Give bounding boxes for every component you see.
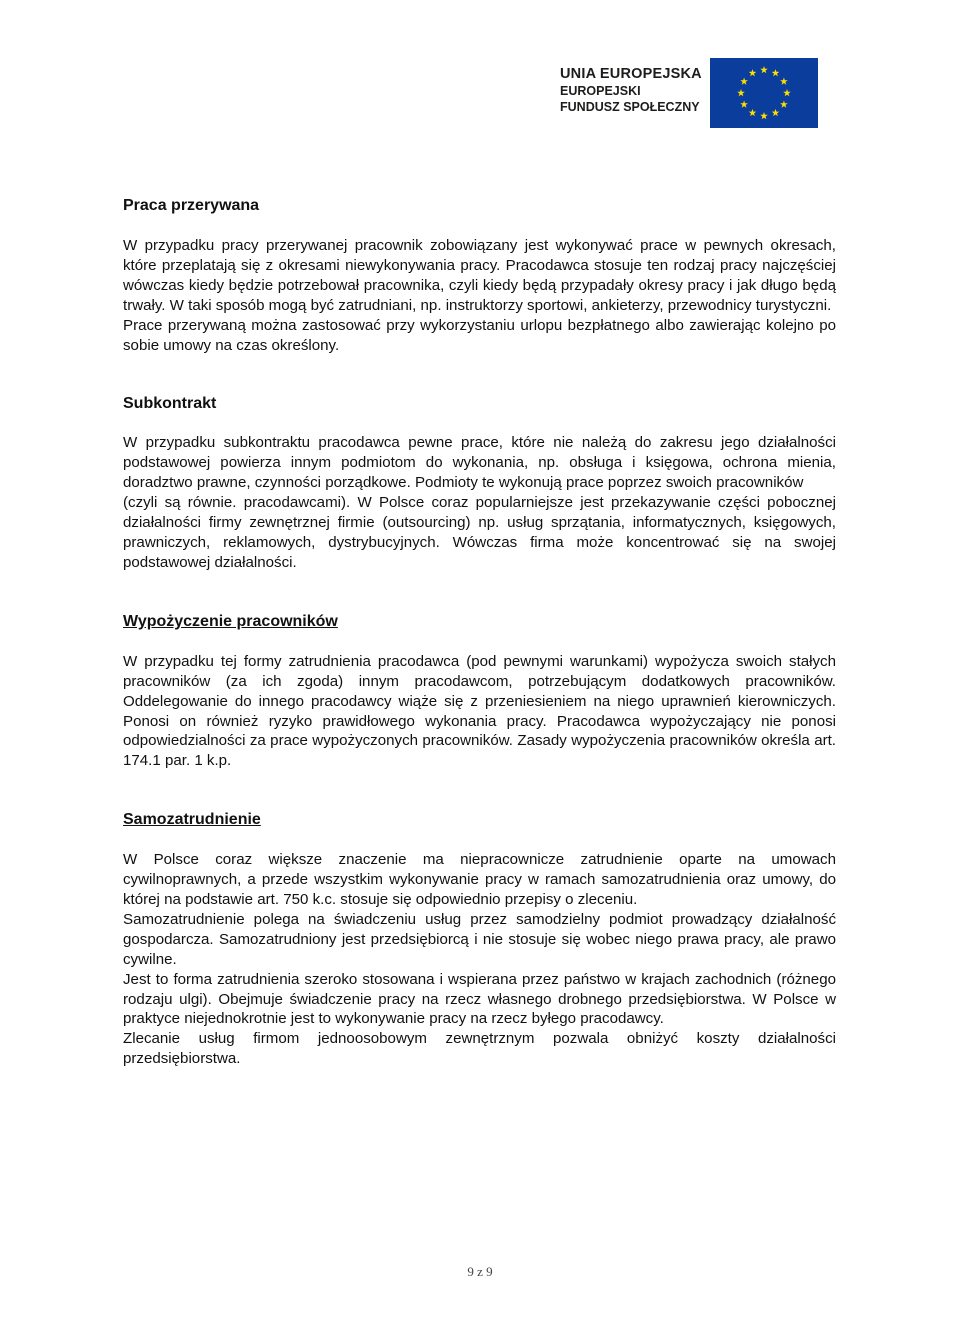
section-praca-przerywana [123,196,836,355]
section-samozatrudnienie [123,810,836,1069]
logo-line-union: UNIA EUROPEJSKA [560,66,702,82]
section-title: Praca przerywana [123,197,260,214]
paragraph: Prace przerywaną można zastosować przy wykorzystaniu urlopu bezpłatnego albo zawierając kolejno po sobie umowy na czas określony. [123,316,836,354]
eu-logo [560,58,818,130]
paragraph: W przypadku subkontraktu pracodawca pewne prace, które nie należą do zakresu jego działalności podstawowej powierza innym podmiotom do wykonania, np. obsługa i księgowa, ochrona mienia, doradztwo prawne, czynności porządkowe. Podmioty te wykonują prace poprzez swoich pracowników [123,434,836,492]
paragraph: W przypadku tej formy zatrudnienia pracodawca (pod pewnymi warunkami) wypożycza swoich stałych pracowników (za ich zgoda) innym pracodawcom, potrzebującym dodatkowych pracowników. Oddelegowanie do innego pracodawcy wiąże się z przeniesieniem na niego uprawnień kierowniczych. Ponosi on również ryzyko prawidłowego wykonania pracy. Pracodawca wypożyczający nie ponosi odpowiedzialności za prace wypożyczonych pracowników. Zasady wypożyczenia pracowników określa art. 174.1 par. 1 k.p. [123,652,836,770]
eu-flag-icon [710,58,818,128]
section-title: Subkontrakt [123,395,217,413]
logo-line-fund-2: FUNDUSZ SPOŁECZNY [560,100,700,114]
section-title: Wypożyczenie pracowników [123,612,338,630]
paragraph: W Polsce coraz większe znaczenie ma niepracownicze zatrudnienie oparte na umowach cywilnoprawnych, a przede wszystkim wykonywanie pracy w ramach samozatrudnienia oraz umowy, do której na podstawie art. 750 k.c. stosuje się odpowiednio przepisy o zleceniu. [123,851,836,909]
paragraph: W przypadku pracy przerywanej pracownik zobowiązany jest wykonywać prace w pewnych okresach, które przeplatają się z okresami niewykonywania pracy. Pracodawca stosuje ten rodzaj pracy najczęściej wówczas kiedy będzie potrzebował pracownika, czyli kiedy będą przypadały okresy pracy i jak długo będą trwały. W taki sposób mogą być zatrudniani, np. instruktorzy sportowi, ankieterzy, przewodnicy turystyczni. [123,237,836,314]
logo-text [560,58,710,115]
paragraph: (czyli są równie. pracodawcami). W Polsce coraz popularniejsze jest przekazywanie części pobocznej działalności firmy zewnętrznej firmie (outsourcing) np. usług sprzątania, informatycznych, księgowych, prawniczych, reklamowych, dystrybucyjnych. Wówczas firma może koncentrować się na swojej podstawowej działalności. [123,494,836,571]
section-wypozyczenie-pracownikow [123,612,836,771]
page-number: 9 z 9 [467,1264,493,1279]
logo-line-fund-1: EUROPEJSKI [560,84,641,98]
document-body [123,196,836,1069]
section-title: Samozatrudnienie [123,811,261,829]
paragraph: Samozatrudnienie polega na świadczeniu usług przez samodzielny podmiot prowadzący działalność gospodarcza. Samozatrudniony jest przedsiębiorcą i nie stosuje się wobec niego prawa pracy, ale prawo cywilne. [123,910,836,968]
paragraph: Zlecanie usług firmom jednoosobowym zewnętrznym pozwala obniżyć koszty działalności przedsiębiorstwa. [123,1030,836,1068]
section-subkontrakt [123,394,836,572]
paragraph: Jest to forma zatrudnienia szeroko stosowana i wspierana przez państwo w krajach zachodnich (różnego rodzaju ulgi). Obejmuje świadczenie pracy na rzecz własnego drobnego przedsiębiorstwa. W Polsce w praktyce niejednokrotnie jest to wykonywanie pracy na rzecz byłego pracodawcy. [123,970,836,1028]
